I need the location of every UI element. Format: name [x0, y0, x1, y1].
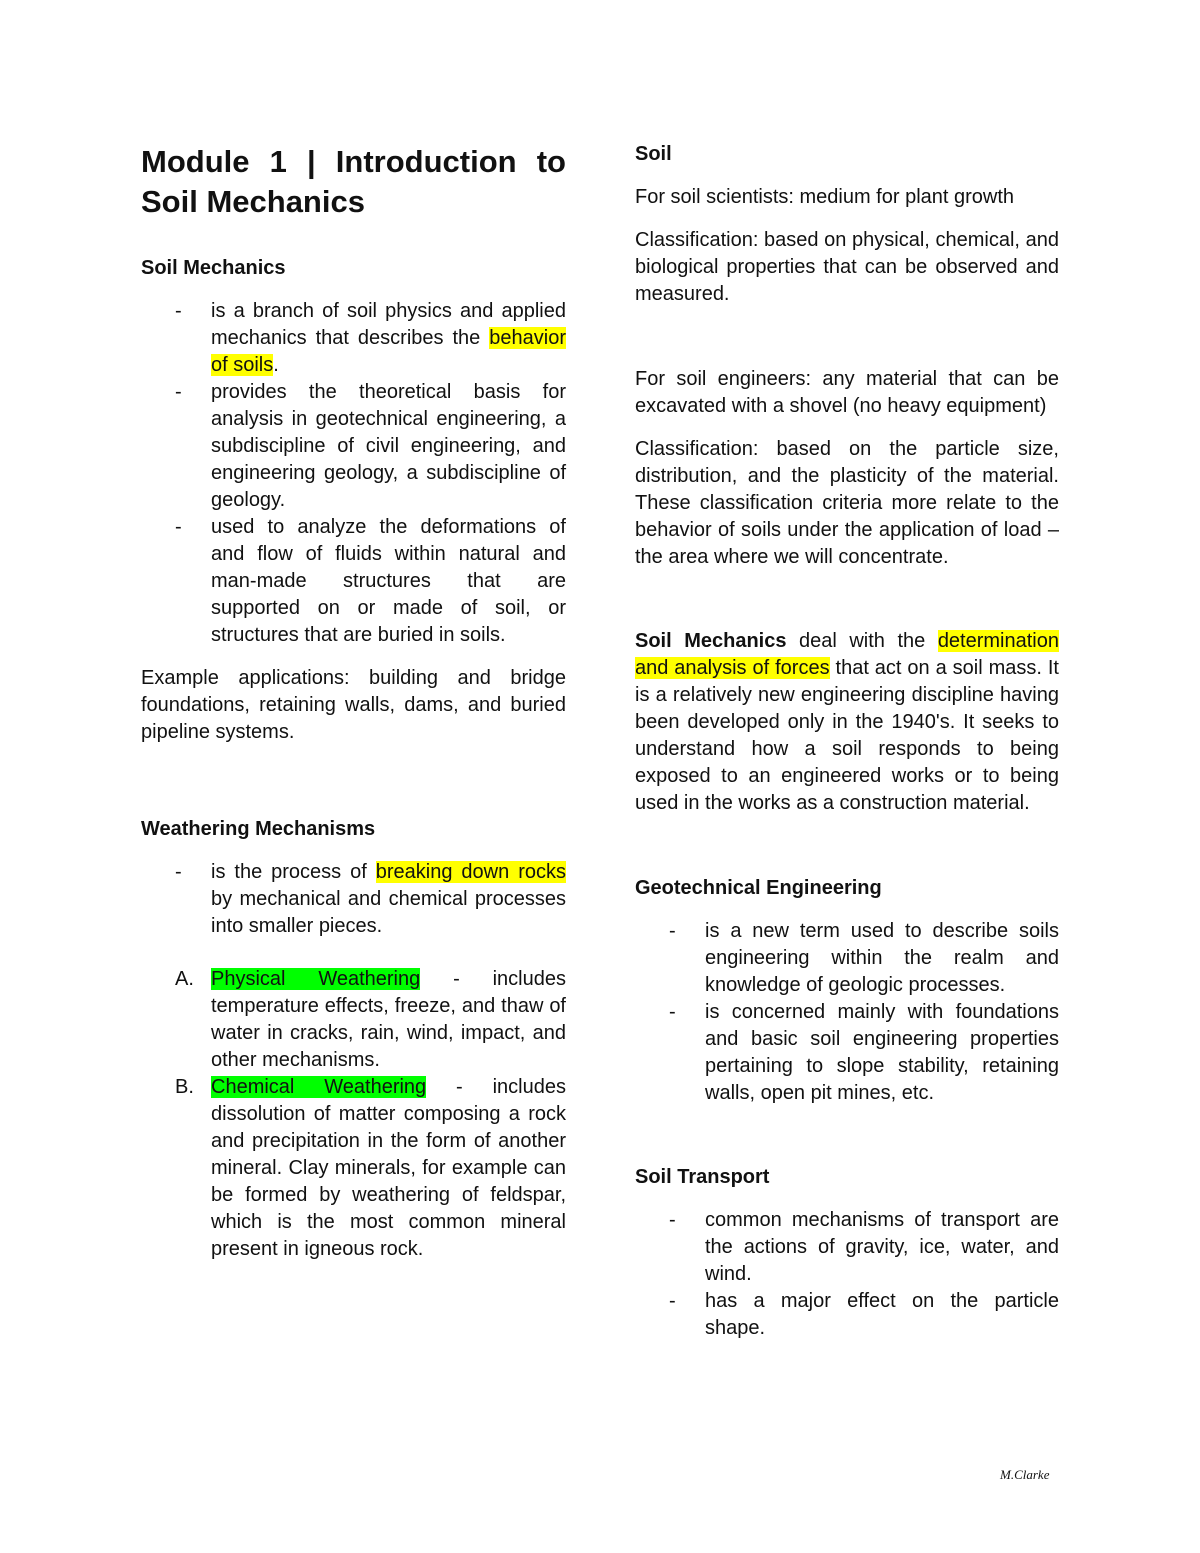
soil-transport-list	[635, 1207, 1059, 1342]
list-item	[141, 379, 566, 514]
geotechnical-heading: Geotechnical Engineering	[635, 877, 882, 899]
highlight-chemical-weathering: Chemical Weathering	[211, 1076, 427, 1098]
list-item-physical	[141, 966, 566, 1074]
weathering-list	[141, 859, 566, 940]
list-text: - includes dissolution of matter composing a rock and precipitation in the form of another mineral. Clay minerals, for example can be formed by weathering of feldspar, which is the most common mineral present in igneous rock.	[211, 1076, 566, 1260]
soil-heading: Soil	[635, 143, 672, 165]
bullet-text: provides the theoretical basis for analysis in geotechnical engineering, a subdiscipline of civil engineering, and engineering geology, a subdiscipline of geology.	[211, 381, 566, 511]
example-applications: Example applications: building and bridge foundations, retaining walls, dams, and buried pipeline systems.	[141, 667, 566, 743]
soil-mechanics-list	[141, 298, 566, 649]
list-letter: A.	[175, 968, 194, 990]
bullet-dash: -	[175, 516, 182, 538]
list-text: - includes temperature effects, freeze, and thaw of water in cracks, rain, wind, impact, and other mechanisms.	[211, 968, 566, 1071]
bullet-dash: -	[669, 1209, 676, 1231]
list-item	[141, 298, 566, 379]
highlight-physical-weathering: Physical Weathering	[211, 968, 421, 990]
list-item	[141, 859, 566, 940]
list-item	[635, 1207, 1059, 1288]
bullet-text-end: .	[273, 354, 279, 376]
soil-mechanics-heading: Soil Mechanics	[141, 257, 286, 279]
highlight-behavior-of-soils: behavior of soils	[211, 327, 566, 376]
paragraph-text-end: that act on a soil mass. It is a relatively new engineering discipline having been developed only in the 1940's. It seeks to understand how a soil responds to being exposed to an engineered works or to being used in the works as a construction material.	[635, 657, 1059, 814]
list-item	[635, 999, 1059, 1107]
weathering-types-list	[141, 966, 566, 1263]
highlight-breaking-down-rocks: breaking down rocks	[375, 861, 566, 883]
list-item-chemical	[141, 1074, 566, 1263]
bullet-dash: -	[175, 300, 182, 322]
left-column	[141, 140, 566, 1263]
soil-scientists-classification: Classification: based on physical, chemical, and biological properties that can be observed and measured.	[635, 229, 1059, 305]
bullet-dash: -	[669, 1001, 676, 1023]
list-item	[141, 514, 566, 649]
list-item	[635, 918, 1059, 999]
bullet-text: is a branch of soil physics and applied mechanics that describes the	[211, 300, 566, 349]
list-letter: B.	[175, 1076, 194, 1098]
weathering-heading: Weathering Mechanisms	[141, 818, 376, 840]
soil-mechanics-paragraph	[635, 628, 1059, 817]
bullet-text: common mechanisms of transport are the actions of gravity, ice, water, and wind.	[705, 1209, 1059, 1285]
bullet-text: is concerned mainly with foundations and basic soil engineering properties pertaining to slope stability, retaining walls, open pit mines, etc.	[705, 1001, 1059, 1104]
soil-transport-heading: Soil Transport	[635, 1166, 770, 1188]
bullet-dash: -	[175, 861, 182, 883]
highlight-determination-analysis: determination and analysis of forces	[635, 630, 1059, 679]
bullet-dash: -	[175, 381, 182, 403]
footer-author: M.Clarke	[1000, 1467, 1050, 1482]
bullet-dash: -	[669, 1290, 676, 1312]
geotechnical-list	[635, 918, 1059, 1107]
paragraph-text: deal with the	[786, 630, 938, 652]
bullet-dash: -	[669, 920, 676, 942]
list-item	[635, 1288, 1059, 1342]
soil-engineers-definition: For soil engineers: any material that can be excavated with a shovel (no heavy equipment)	[635, 368, 1059, 417]
bullet-text: is the process of	[211, 861, 376, 883]
soil-engineers-classification: Classification: based on the particle size, distribution, and the plasticity of the material. These classification criteria more relate to the behavior of soils under the application of load – the area where we will concentrate.	[635, 438, 1059, 568]
bullet-text: used to analyze the deformations of and flow of fluids within natural and man-made structures that are supported on or made of soil, or structures that are buried in soils.	[211, 516, 566, 646]
page-title: Module 1 | Introduction to Soil Mechanics	[141, 144, 566, 219]
right-column	[635, 140, 1059, 1342]
bullet-text: is a new term used to describe soils engineering within the realm and knowledge of geologic processes.	[705, 920, 1059, 996]
soil-mechanics-bold: Soil Mechanics	[635, 630, 787, 652]
bullet-text-end: by mechanical and chemical processes into smaller pieces.	[211, 888, 566, 937]
bullet-text: has a major effect on the particle shape.	[705, 1290, 1059, 1339]
soil-scientists-definition: For soil scientists: medium for plant growth	[635, 186, 1015, 208]
